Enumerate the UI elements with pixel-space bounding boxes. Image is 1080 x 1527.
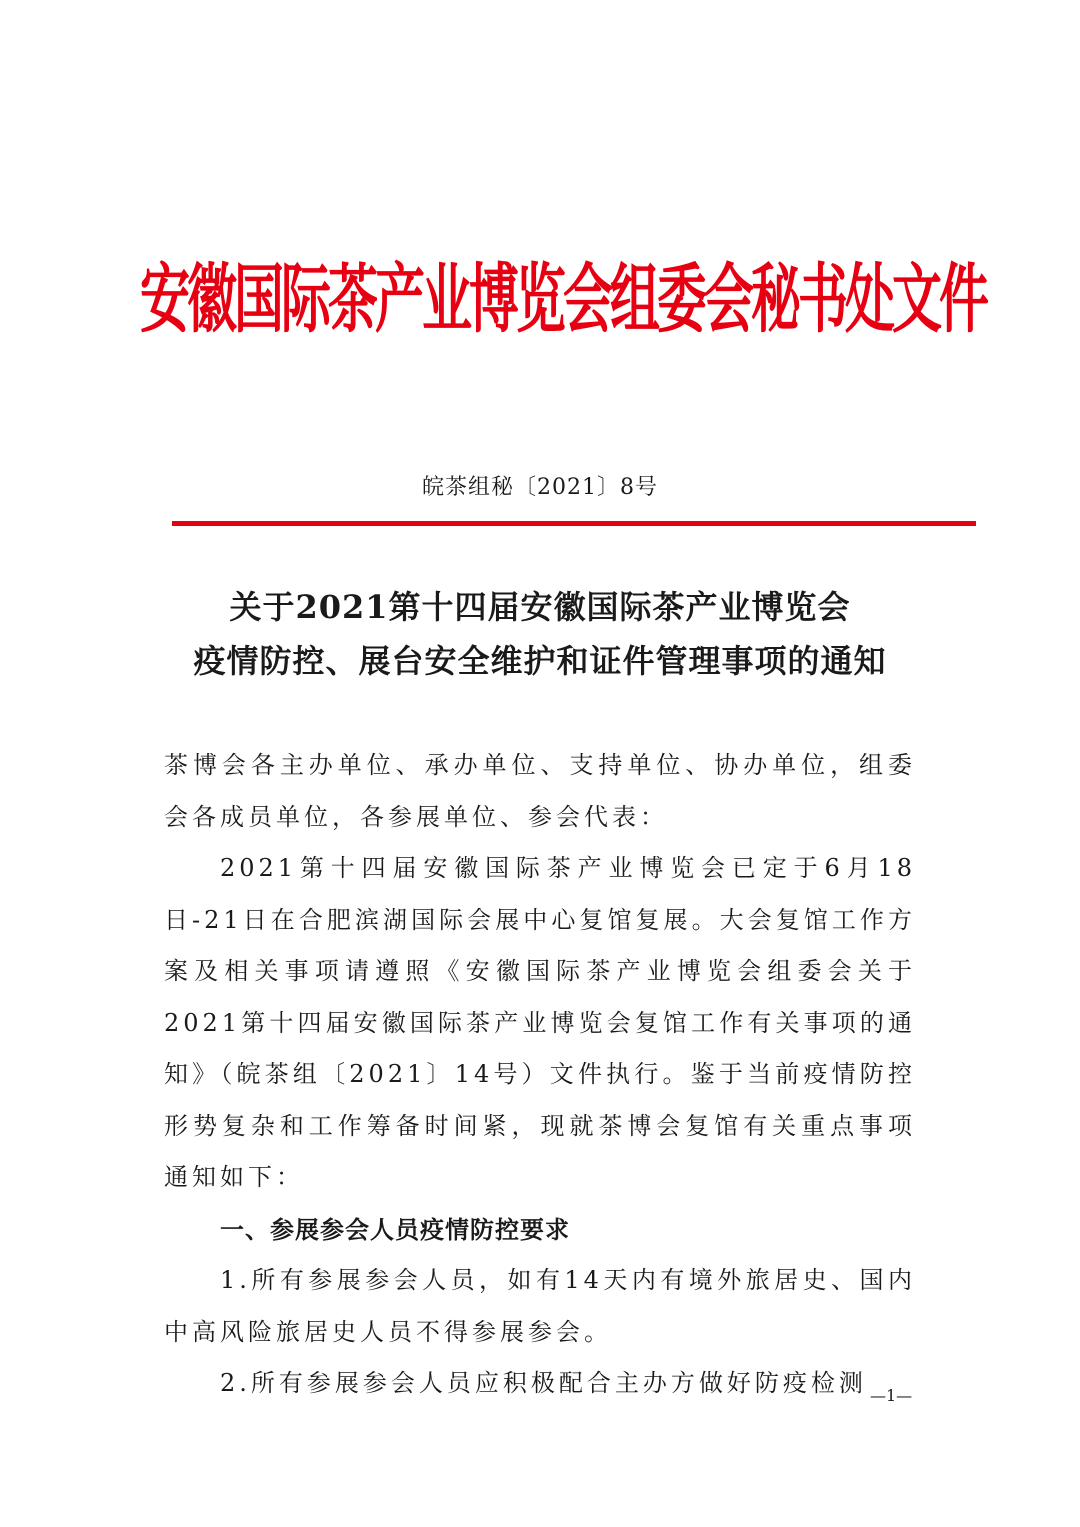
section-heading-1: 一、参展参会人员疫情防控要求 [220, 1214, 570, 1244]
red-divider-line [172, 521, 976, 526]
list-item-1: 1.所有参展参会人员，如有14天内有境外旅居史、国内中高风险旅居史人员不得参展参会。 [164, 1266, 916, 1346]
notice-title-line-2: 疫情防控、展台安全维护和证件管理事项的通知 [193, 642, 887, 680]
document-body [164, 740, 916, 1410]
page-number: —1— [870, 1386, 913, 1405]
issuer-header: 安徽国际茶产业博览会组委会秘书处文件 [140, 254, 986, 343]
salutation: 茶博会各主办单位、承办单位、支持单位、协办单位，组委会各成员单位，各参展单位、参会代表： [164, 751, 916, 831]
list-item-2: 2.所有参展参会人员应积极配合主办方做好防疫检测 [220, 1369, 867, 1397]
document-number: 皖茶组秘〔2021〕8号 [422, 475, 658, 500]
notice-title-line-1: 关于2021第十四届安徽国际茶产业博览会 [229, 588, 851, 626]
paragraph-intro: 2021第十四届安徽国际茶产业博览会已定于6月18日-21日在合肥滨湖国际会展中心复馆复展。大会复馆工作方案及相关事项请遵照《安徽国际茶产业博览会组委会关于2021第十四届安徽国际茶产业博览会复馆工作有关事项的通知》（皖茶组〔2021〕14号）文件执行。鉴于当前疫情防控形势复杂和工作筹备时间紧，现就茶博会复馆有关重点事项通知如下： [164, 854, 916, 1191]
